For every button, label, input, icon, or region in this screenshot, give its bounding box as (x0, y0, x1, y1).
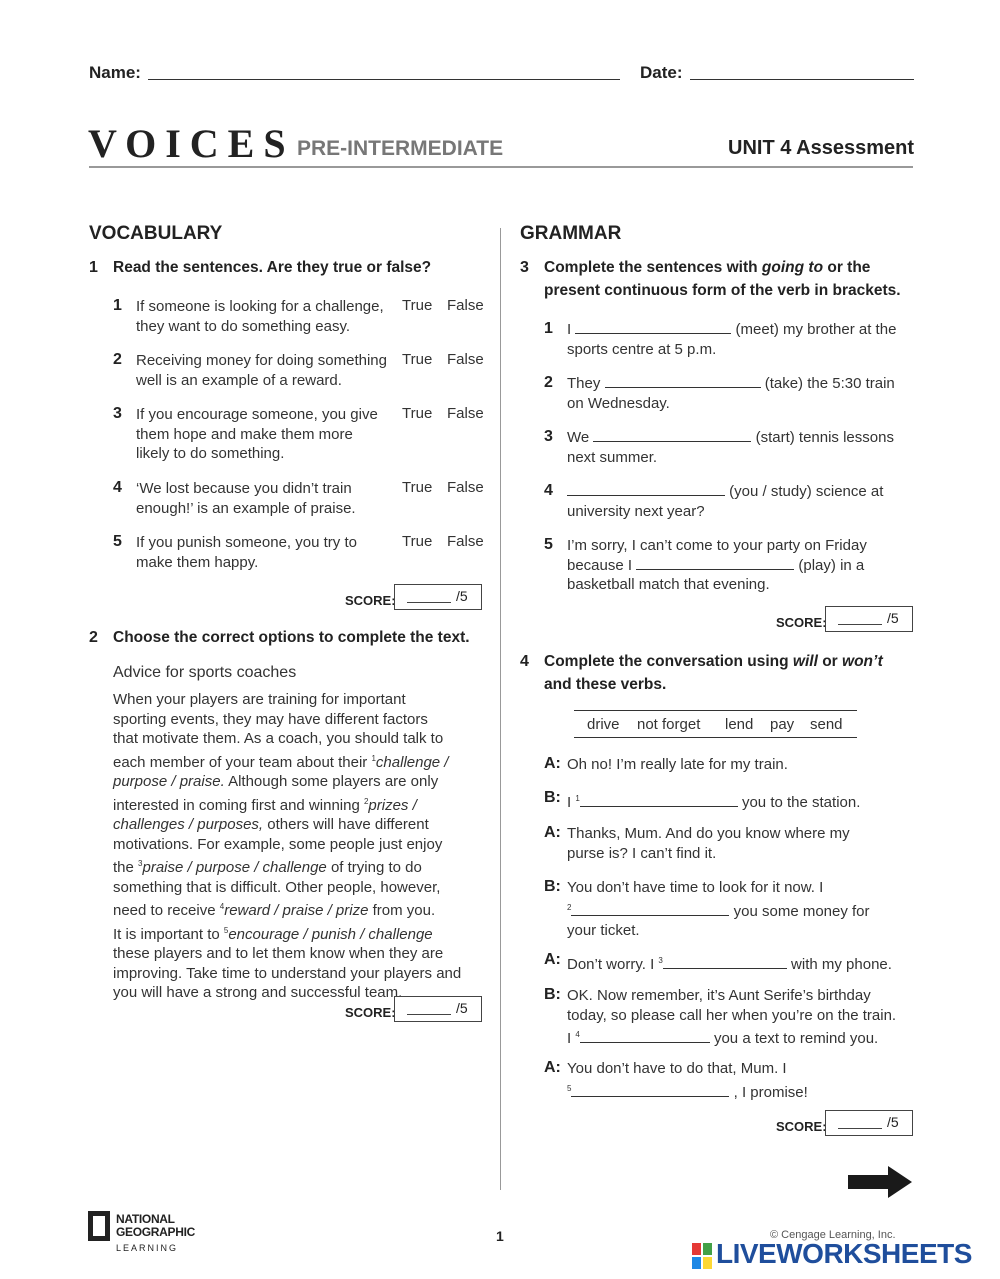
item-text: ‘We lost because you didn’t train enough!’ is an example of praise. (136, 480, 356, 517)
score-label: SCORE: (776, 1119, 827, 1134)
copyright: © Cengage Learning, Inc. (770, 1229, 896, 1241)
line-b1: I $^1$ you to the station. (567, 794, 861, 811)
q1-instruction: Read the sentences. Are they true or false? (113, 259, 432, 276)
speaker-b: B: (544, 789, 561, 806)
name-label: Name: (89, 63, 141, 82)
item-number: 2 (544, 374, 553, 391)
item-text: (you / study) science at university next year? (567, 483, 884, 520)
item-text: They (take) the 5:30 train on Wednesday. (567, 375, 895, 412)
item-number: 5 (544, 536, 553, 553)
item-number: 3 (113, 405, 122, 422)
speaker-a: A: (544, 951, 561, 968)
grammar-heading: GRAMMAR (520, 223, 622, 244)
verb-lend: lend (725, 716, 754, 733)
gap-1-options[interactable]: challenge / purpose / praise. (113, 753, 449, 790)
gap-4-options[interactable]: reward / praise / prize (224, 902, 369, 919)
line-a1: Oh no! I’m really late for my train. (567, 756, 788, 773)
vocabulary-heading: VOCABULARY (89, 223, 223, 244)
item-text: We (start) tennis lessons next summer. (567, 429, 894, 466)
speaker-b: B: (544, 878, 561, 895)
speaker-a: A: (544, 755, 561, 772)
line-b2: You don’t have time to look for it now. I $^2$ you some money for your ticket. (567, 879, 870, 939)
publisher-logo: NATIONAL GEOGRAPHIC (116, 1212, 196, 1239)
score-box[interactable]: /5 (825, 1110, 913, 1136)
header-rule (89, 166, 913, 168)
false-option[interactable]: False (447, 405, 484, 422)
true-option[interactable]: True (402, 533, 433, 550)
answer-blank-4[interactable] (580, 1029, 710, 1043)
item-number: 2 (113, 351, 122, 368)
gap-3-options[interactable]: praise / purpose / challenge (142, 859, 327, 876)
answer-blank-2[interactable] (571, 902, 729, 916)
item-text: I’m sorry, I can’t come to your party on Friday because I (play) in a basketball match that evening. (567, 537, 867, 593)
answer-blank-3[interactable] (663, 955, 787, 969)
answer-blank[interactable] (567, 482, 725, 496)
score-label: SCORE: (345, 1005, 396, 1020)
q2-number: 2 (89, 629, 98, 646)
q4-instruction: Complete the conversation using will or won’t and these verbs. (544, 653, 883, 693)
line-b3: OK. Now remember, it’s Aunt Serife’s birthday today, so please call her when you’re on the train. I $^4$ you a text to remind you. (567, 987, 897, 1047)
item-number: 5 (113, 533, 122, 550)
gap-2-options[interactable]: prizes / challenges / purposes, (113, 796, 417, 833)
verb-drive: drive (587, 716, 620, 733)
q1-number: 1 (89, 259, 98, 276)
true-option[interactable]: True (402, 351, 433, 368)
q2-instruction: Choose the correct options to complete the text. (113, 629, 470, 646)
date-field[interactable] (690, 79, 914, 80)
voices-logo: VOICES (88, 121, 295, 166)
score-box[interactable]: /5 (825, 606, 913, 632)
speaker-a: A: (544, 824, 561, 841)
name-field[interactable] (148, 79, 620, 80)
answer-blank-5[interactable] (571, 1083, 729, 1097)
liveworksheets-icon (692, 1243, 712, 1269)
line-a2: Thanks, Mum. And do you know where my purse is? I can’t find it. (567, 825, 850, 862)
verb-pay: pay (770, 716, 795, 733)
answer-blank[interactable] (605, 374, 761, 388)
column-divider (500, 228, 501, 1190)
item-number: 4 (544, 482, 553, 499)
false-option[interactable]: False (447, 351, 484, 368)
item-text: If someone is looking for a challenge, they want to do something easy. (136, 298, 384, 335)
score-box[interactable]: /5 (394, 584, 482, 610)
true-option[interactable]: True (402, 479, 433, 496)
true-option[interactable]: True (402, 405, 433, 422)
false-option[interactable]: False (447, 479, 484, 496)
answer-blank[interactable] (593, 428, 751, 442)
item-number: 3 (544, 428, 553, 445)
verb-not-forget: not forget (637, 716, 701, 733)
item-text: Receiving money for doing something well is an example of a reward. (136, 352, 387, 389)
score-label: SCORE: (345, 593, 396, 608)
liveworksheets-watermark: LIVEWORKSHEETS (716, 1238, 972, 1269)
q3-number: 3 (520, 259, 529, 276)
item-text: If you encourage someone, you give them hope and make them more likely to do something. (136, 406, 378, 462)
level-label: PRE-INTERMEDIATE (297, 137, 504, 160)
line-a3: Don’t worry. I $^3$ with my phone. (567, 956, 892, 973)
next-page-arrow-icon[interactable] (848, 1166, 912, 1198)
page-number: 1 (496, 1228, 504, 1244)
publisher-learning: LEARNING (116, 1243, 179, 1253)
score-label: SCORE: (776, 615, 827, 630)
verb-send: send (810, 716, 843, 733)
nat-geo-frame-icon (88, 1211, 110, 1241)
unit-title: UNIT 4 Assessment (728, 137, 914, 159)
item-number: 1 (113, 297, 122, 314)
advice-paragraph: When your players are training for important sporting events, they may have different factors that motivate them. As a coach, you should talk to each member of your team about their $^1$challenge / purpose / praise. Although some players are only interested in coming first and winning $^2$prizes / challenges / purposes, others will have different motivations. For example, some people just enjoy the $^3$praise / purpose / challenge of trying to do something that is difficult. Other people, however, need to receive $^4$reward / praise / prize from you. It is important to $^5$encourage / punish / challenge these players and to let them know when they are improving. Take time to understand your players and you will have a strong and successful team. (113, 691, 462, 1001)
speaker-b: B: (544, 986, 561, 1003)
date-label: Date: (640, 63, 683, 82)
false-option[interactable]: False (447, 533, 484, 550)
line-a4: You don’t have to do that, Mum. I $^5$ , I promise! (567, 1060, 808, 1101)
speaker-a: A: (544, 1059, 561, 1076)
true-option[interactable]: True (402, 297, 433, 314)
item-text: If you punish someone, you try to make them happy. (136, 534, 357, 571)
text-subtitle: Advice for sports coaches (113, 664, 297, 681)
q3-instruction: Complete the sentences with going to or the present continuous form of the verb in brackets. (544, 259, 901, 299)
answer-blank-1[interactable] (580, 793, 738, 807)
item-number: 4 (113, 479, 122, 496)
item-number: 1 (544, 320, 553, 337)
answer-blank[interactable] (636, 556, 794, 570)
gap-5-options[interactable]: encourage / punish / challenge (228, 925, 433, 943)
q4-number: 4 (520, 653, 529, 670)
item-text: I (meet) my brother at the sports centre at 5 p.m. (567, 321, 897, 358)
answer-blank[interactable] (575, 320, 731, 334)
false-option[interactable]: False (447, 297, 484, 314)
score-box[interactable]: /5 (394, 996, 482, 1022)
